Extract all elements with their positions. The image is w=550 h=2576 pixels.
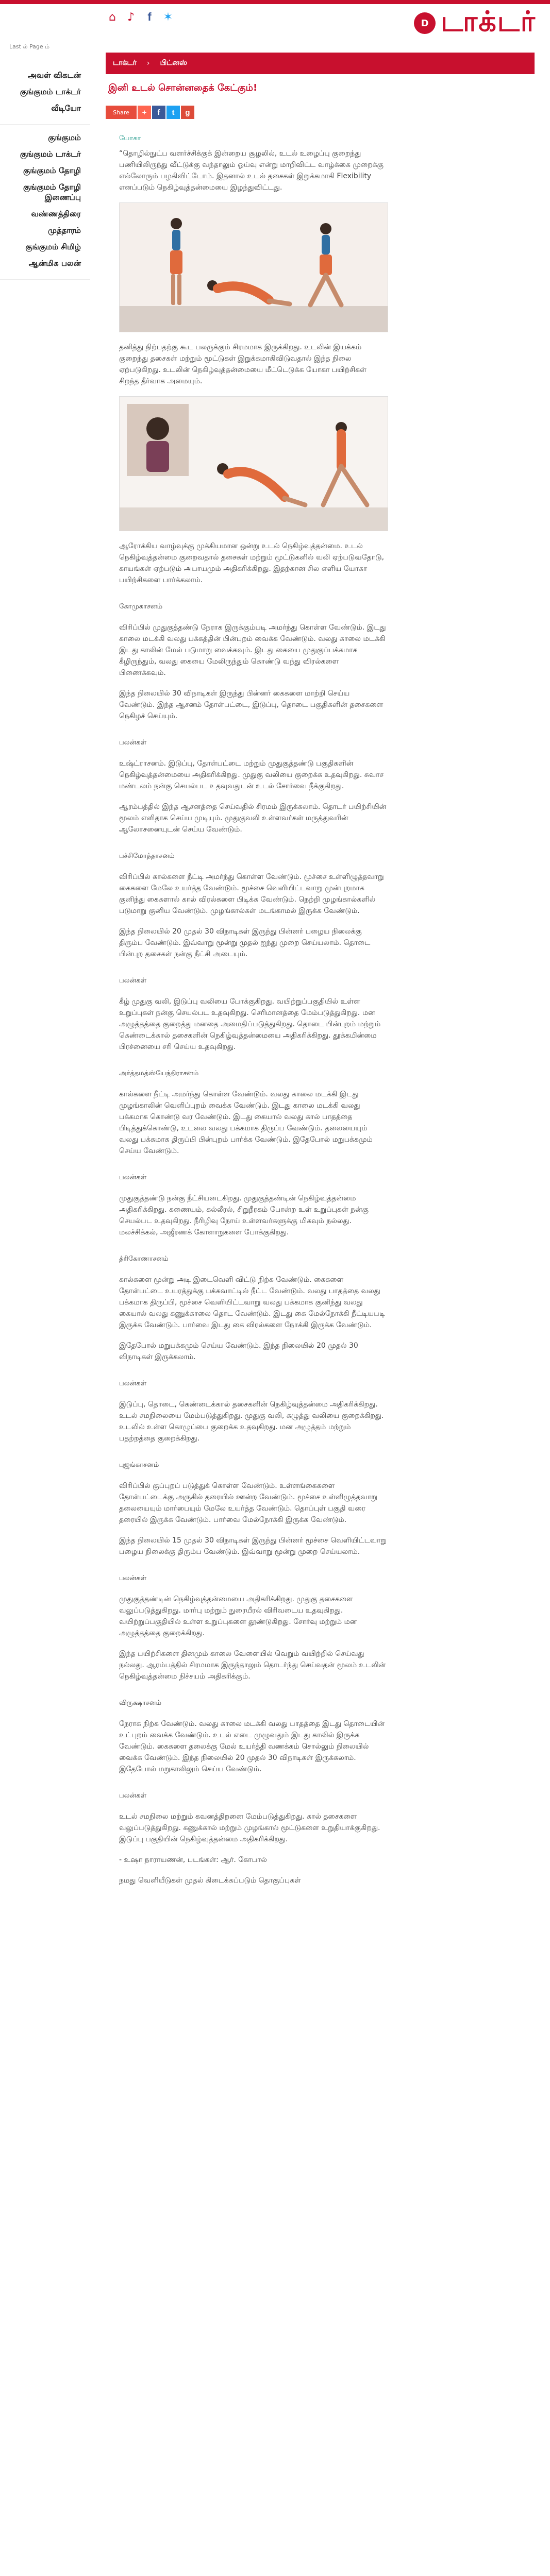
article-paragraph: ஆரோக்கிய வாழ்வுக்கு முக்கியமான ஒன்று உடல் நெகிழ்வுத்தன்மை. உடல் நெகிழ்வுத்தன்மை குறைவதால் தசைகள் மற்றும் மூட்டுகளில் வலி ஏற்படுவதோடு, காயங்கள் ஏற்படும் அபாயமும் அதிகரிக்கிறது. இதற்கான சில எளிய யோகா பயிற்சிகளை பார்க்கலாம். [119,542,385,584]
logo-mark: D [414,12,436,34]
facebook-icon[interactable]: f [147,10,152,23]
section-heading: பலன்கள் [119,1174,147,1181]
article-credit: - உஷா நாராயணன், படங்கள்: ஆர். கோபால் [119,1856,267,1864]
breadcrumb-section[interactable]: பிட்னஸ் [160,59,188,67]
article-paragraph: இந்த நிலையில் 30 விநாடிகள் இருந்து பின்னர் கைகளை மாற்றி செய்ய வேண்டும். இந்த ஆசனம் தோள்பட்டை, இடுப்பு, தொடை பகுதிகளின் தசைகளை நெகிழச் செய்யும். [119,689,384,720]
share-count: Share [106,106,137,119]
top-icon-bar [106,10,183,25]
article-paragraph: விரிப்பில் முதுகுத்தண்டு நேராக இருக்கும்படி அமர்ந்து கொள்ள வேண்டும். இடது காலை மடக்கி வலது பக்கத்தின் பின்புறம் வைக்க வேண்டும். வலது காலை மடக்கி இடது காலின் மேல் படுமாறு வைக்கவும். இடது கையை முதுகுப்பக்கமாக கீழிருந்தும், வலது கையை மேலிருந்தும் கொண்டு வந்து விரல்களை பிணைக்கவும். [119,623,386,677]
section-heading: பலன்கள் [119,1792,147,1800]
section-heading: அர்த்தமத்ஸ்யேந்திராசனம் [119,1070,199,1077]
article-paragraph: கால்களை நீட்டி அமர்ந்து கொள்ள வேண்டும். வலது காலை மடக்கி இடது முழங்காலின் வெளிப்புறம் வைக்க வேண்டும். இடது காலை மடக்கி வலது பக்கமாக கொண்டு வர வேண்டும். இடது கையால் வலது கால் பாதத்தை பிடித்துக்கொண்டு, உடலை வலது பக்கமாக திருப்ப வேண்டும். தலையையும் வலது பக்கமாக திருப்பி பின்புறம் பார்க்க வேண்டும். இதேபோல் மறுபக்கமும் செய்ய வேண்டும். [119,1090,373,1155]
yoga-stretch-photo [119,202,388,332]
section-heading: த்ரிகோணாசனம் [119,1255,169,1263]
nav-item[interactable]: குங்குமம் சிமிழ் [25,242,81,251]
nav-item[interactable]: குங்குமம் தோழி இணைப்பு [23,182,81,202]
twitter-icon[interactable]: ✶ [163,10,173,24]
article-paragraph: இந்த நிலையில் 20 முதல் 30 விநாடிகள் இருந்து பின்னர் பழைய நிலைக்கு திரும்ப வேண்டும். இவ்வாறு மூன்று முதல் ஐந்து முறை செய்யலாம். தொடை பின்புற தசைகள் நன்கு நீட்சி அடையும். [119,927,371,958]
nav-item[interactable]: முத்தாரம் [48,226,81,235]
article-author: யோகா [119,134,141,142]
home-icon[interactable]: ⌂ [109,10,116,24]
facebook-share-icon[interactable]: f [152,106,165,119]
share-bar [106,105,535,120]
article-paragraph: இடுப்பு, தொடை, கெண்டைக்கால் தசைகளின் நெகிழ்வுத்தன்மை அதிகரிக்கிறது. உடல் சமநிலையை மேம்படுத்துகிறது. முதுகு வலி, கழுத்து வலியை குறைக்கிறது. உடலில் உள்ள கொழுப்பை குறைக்க உதவுகிறது. மன அழுத்தம் மற்றும் பதற்றத்தை குறைக்கிறது. [119,1400,384,1443]
article-paragraph: முதுகுத்தண்டு நன்கு நீட்சியடைகிறது. முதுகுத்தண்டின் நெகிழ்வுத்தன்மை அதிகரிக்கிறது. கணையம், கல்லீரல், சிறுநீரகம் போன்ற உள் உறுப்புகள் நன்கு செயல்பட உதவுகிறது. நீரிழிவு நோய் உள்ளவர்களுக்கு மிகவும் நல்லது. மலச்சிக்கல், அஜீரணக் கோளாறுகளை போக்குகிறது. [119,1194,369,1236]
article-title: இனி உடல் சொன்னதைக் கேட்கும்! [108,82,258,93]
article-paragraph: உடல் சமநிலை மற்றும் கவனத்திறனை மேம்படுத்துகிறது. கால் தசைகளை வலுப்படுத்துகிறது. கணுக்கால் மற்றும் முழங்கால் மூட்டுகளை உறுதியாக்குகிறது. இடுப்பு பகுதியின் நெகிழ்வுத்தன்மை அதிகரிக்கிறது. [119,1812,380,1843]
article-paragraph: இந்த பயிற்சிகளை தினமும் காலை வேளையில் வெறும் வயிற்றில் செய்வது நல்லது. ஆரம்பத்தில் சிரமமாக இருந்தாலும் தொடர்ந்து செய்வதன் மூலம் உடலின் நெகிழ்வுத்தன்மை நிச்சயம் அதிகரிக்கும். [119,1650,386,1681]
section-heading: பலன்கள் [119,977,147,985]
site-accent-bar [0,0,550,4]
article-paragraph: முதுகுத்தண்டின் நெகிழ்வுத்தன்மையை அதிகரிக்கிறது. முதுகு தசைகளை வலுப்படுத்துகிறது. மார்பு மற்றும் நுரையீரல் விரிவடைய உதவுகிறது. வயிற்றுப்பகுதியில் உள்ள உறுப்புகளை தூண்டுகிறது. சோர்வு மற்றும் மன அழுத்தத்தை குறைக்கிறது. [119,1595,357,1637]
section-heading: விருக்ஷாசனம் [119,1699,161,1707]
breadcrumb-separator-icon: › [146,59,150,67]
article-paragraph: நேராக நிற்க வேண்டும். வலது காலை மடக்கி வலது பாதத்தை இடது தொடையின் உட்புறம் வைக்க வேண்டும். உடல் எடை முழுவதும் இடது காலில் இருக்க வேண்டும். கைகளை தலைக்கு மேல் உயர்த்தி வணக்கம் சொல்லும் நிலையில் வைக்க வேண்டும். இந்த நிலையில் 20 முதல் 30 விநாடிகள் இருக்கலாம். இதேபோல் மறுகாலிலும் செய்ய வேண்டும். [119,1720,385,1773]
nav-item[interactable]: குங்குமம் டாக்டர் [20,87,81,96]
nav-item[interactable]: குங்குமம் [48,133,81,142]
nav-group-magazines [0,125,90,280]
article-paragraph: கீழ் முதுகு வலி, இடுப்பு வலியை போக்குகிறது. வயிற்றுப்பகுதியில் உள்ள உறுப்புகள் நன்கு செயல்பட உதவுகிறது. செரிமானத்தை மேம்படுத்துகிறது. மன அழுத்தத்தை குறைத்து மனதை அமைதிப்படுத்துகிறது. தொடை பின்புறம் மற்றும் கெண்டைக்கால் தசைகளின் நெகிழ்வுத்தன்மையை அதிகரிக்கிறது. தூக்கமின்மை பிரச்னையை சரி செய்ய உதவுகிறது. [119,997,381,1051]
article-paragraph: கால்களை மூன்று அடி இடைவெளி விட்டு நிற்க வேண்டும். கைகளை தோள்பட்டை உயரத்துக்கு பக்கவாட்டில் நீட்ட வேண்டும். வலது பாதத்தை வலது பக்கமாக திருப்பி, மூச்சை வெளியிட்டவாறு வலது பக்கமாக குனிந்து வலது கையால் வலது கணுக்காலை தொட வேண்டும். இடது கை மேல்நோக்கி நீட்டியபடி இருக்க வேண்டும். பார்வை இடது கை விரல்களை நோக்கி இருக்க வேண்டும். [119,1276,385,1329]
section-heading: புஜங்காசனம் [119,1461,159,1469]
add-share-icon[interactable]: + [138,106,151,119]
section-heading: பச்சிமோத்தாசனம் [119,852,175,860]
nav-item[interactable]: வீடியோ [51,104,81,113]
twitter-share-icon[interactable]: t [166,106,180,119]
bell-icon[interactable]: ♪ [127,10,135,24]
article-paragraph: இந்த நிலையில் 15 முதல் 30 விநாடிகள் இருந்து பின்னர் மூச்சை வெளியிட்டவாறு பழைய நிலைக்கு திரும்ப வேண்டும். இவ்வாறு மூன்று முறை செய்யலாம். [119,1536,387,1556]
left-sidebar [0,36,90,280]
section-heading: பலன்கள் [119,739,147,747]
section-heading: கோமுகாசனம் [119,603,163,611]
article-paragraph: விரிப்பில் குப்புறப் படுத்துக் கொள்ள வேண்டும். உள்ளங்கைகளை தோள்பட்டைக்கு அருகில் தரையில் ஊன்ற வேண்டும். மூச்சை உள்ளிழுத்தவாறு தலையையும் மார்பையும் மேலே உயர்த்த வேண்டும். தொப்புள் பகுதி வரை தரையில் இருக்க வேண்டும். பார்வை மேல்நோக்கி இருக்க வேண்டும். [119,1482,377,1524]
header-date: Last ல் Page ம் [9,43,50,50]
yoga-instructor-photo [119,396,388,531]
brand-logo[interactable] [361,5,536,41]
section-heading: பலன்கள் [119,1380,147,1387]
article-paragraph: “தொழில்நுட்ப வளர்ச்சிக்குக் இன்றைய சூழலில், உடல் உழைப்பு குறைந்து பணியிலிருந்து வீட்டுக்கு வந்தாலும் ஓய்வு என்று மாறிவிட்ட வாழ்க்கை முறைக்கு எல்லோரும் பழகிவிட்டோம். இதனால் உடல் தசைகள் இறுக்கமாகி Flexibility எனப்படும் நெகிழ்வுத்தன்மையை இழந்துவிட்டது. [119,149,384,192]
article-paragraph: விரிப்பில் கால்களை நீட்டி அமர்ந்து கொள்ள வேண்டும். மூச்சை உள்ளிழுத்தவாறு கைகளை மேலே உயர்த்த வேண்டும். மூச்சை வெளியிட்டவாறு முன்புறமாக குனிந்து கைகளால் கால் விரல்களை பிடிக்க வேண்டும். நெற்றி முழங்கால்களில் படுமாறு குனிய வேண்டும். முழங்கால்கள் மடங்காமல் இருக்க வேண்டும். [119,873,384,915]
nav-item[interactable]: அவள் விகடன் [28,71,81,80]
google-plus-share-icon[interactable]: g [181,106,194,119]
nav-item[interactable]: குங்குமம் தோழி [23,166,81,175]
nav-item[interactable]: ஆன்மிக பலன் [28,259,81,268]
breadcrumb-home[interactable]: டாக்டர் [113,59,137,67]
nav-item[interactable]: வண்ணத்திரை [31,209,81,218]
nav-item[interactable]: குங்குமம் டாக்டர் [20,149,81,159]
breadcrumb [106,53,535,74]
article-paragraph: தனித்து நிற்பதற்கு கூட பலருக்கும் சிரமமாக இருக்கிறது. உடலின் இயக்கம் குறைந்து தசைகள் மற்றும் மூட்டுகள் இறுக்கமாகிவிடுவதால் இந்த நிலை ஏற்படுகிறது. உடலின் நெகிழ்வுத்தன்மையை மீட்டெடுக்க யோகா பயிற்சிகள் சிறந்த தீர்வாக அமையும். [119,343,366,385]
logo-text: டாக்டர் [441,5,536,38]
main-content [106,53,535,1895]
section-heading: பலன்கள் [119,1574,147,1582]
article-paragraph: ஆரம்பத்தில் இந்த ஆசனத்தை செய்வதில் சிரமம் இருக்கலாம். தொடர் பயிற்சியின் மூலம் எளிதாக செய்ய முடியும். முதுகுவலி உள்ளவர்கள் மருத்துவரின் ஆலோசனையுடன் செய்ய வேண்டும். [119,803,387,834]
article-paragraph: இதேபோல் மறுபக்கமும் செய்ய வேண்டும். இந்த நிலையில் 20 முதல் 30 விநாடிகள் இருக்கலாம். [119,1342,358,1361]
nav-group-primary [0,62,90,125]
article-paragraph: உஷ்ட்ராசனம். இடுப்பு, தோள்பட்டை மற்றும் முதுகுத்தண்டு பகுதிகளின் நெகிழ்வுத்தன்மையை அதிகரிக்கிறது. முதுகு வலியை குறைக்க உதவுகிறது. சுவாச மண்டலம் நன்கு செயல்பட உதவுவதுடன் உடல் சோர்வை நீக்குகிறது. [119,759,384,790]
article-paragraph: நமது வெளியீடுகள் முதல் கிடைக்கப்படும் தொகுப்புகள் [119,1876,301,1885]
